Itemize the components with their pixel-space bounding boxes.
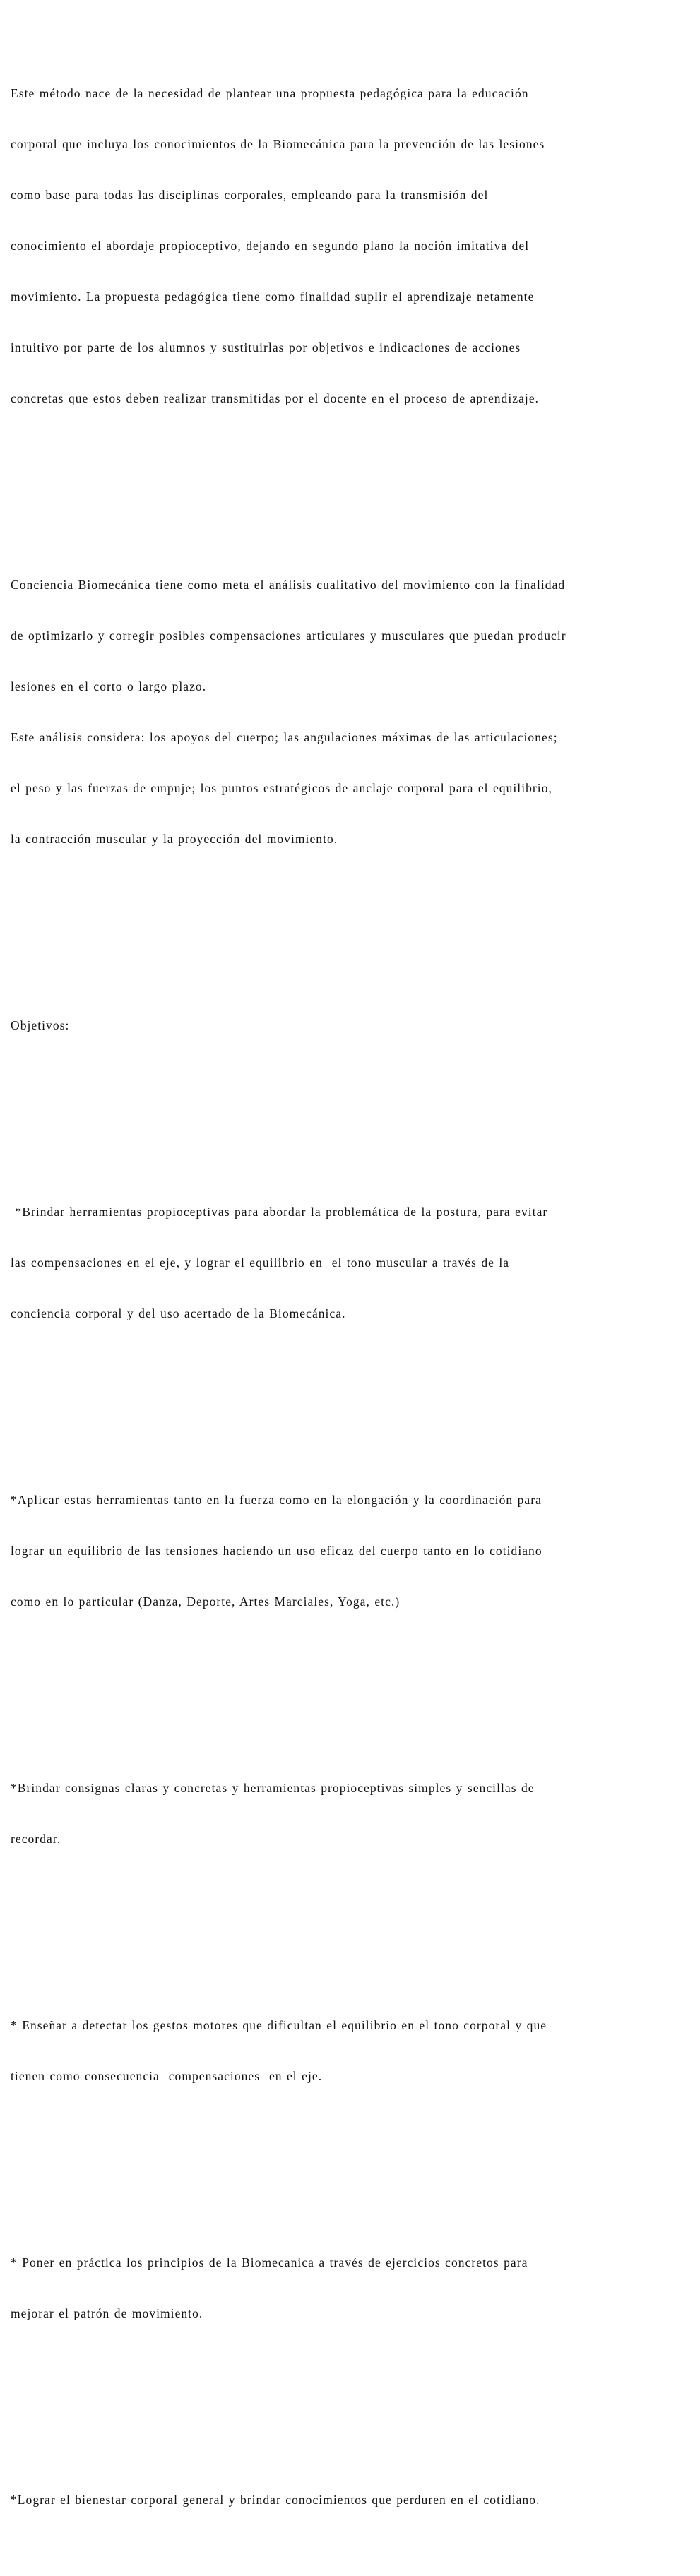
text-line: Objetivos:	[11, 1018, 70, 1032]
paragraph-gap	[11, 2152, 700, 2169]
objectives-heading	[11, 983, 700, 1068]
text-line: recordar.	[11, 1832, 61, 1846]
text-line: el peso y las fuerzas de empuje; los puntos estratégicos de anclaje corporal para el equilibrio,	[11, 781, 552, 795]
text-line: Este análisis considera: los apoyos del cuerpo; las angulaciones máximas de las articulaciones;	[11, 730, 558, 744]
objective-item	[11, 2220, 700, 2356]
paragraph-gap	[11, 1915, 700, 1932]
text-line: tienen como consecuencia compensaciones en el eje.	[11, 2069, 323, 2083]
paragraph-gap	[11, 1678, 700, 1695]
paragraph-gap	[11, 2390, 700, 2407]
text-line: *Brindar herramientas propioceptivas para abordar la problemática de la postura, para evitar	[11, 1205, 548, 1219]
text-line: *Aplicar estas herramientas tanto en la fuerza como en la elongación y la coordinación para	[11, 1493, 542, 1507]
text-line: como base para todas las disciplinas corporales, empleando para la transmisión del	[11, 188, 489, 202]
text-line: mejorar el patrón de movimiento.	[11, 2306, 203, 2320]
paragraph-gap	[11, 1102, 700, 1119]
paragraph-gap	[11, 475, 700, 491]
paragraph-gap	[11, 1390, 700, 1407]
objective-item	[11, 1169, 700, 1356]
text-line: intuitivo por parte de los alumnos y sustituirlas por objetivos e indicaciones de acciones	[11, 340, 521, 354]
text-line: concretas que estos deben realizar transmitidas por el docente en el proceso de aprendizaje.	[11, 391, 540, 405]
text-line: Conciencia Biomecánica tiene como meta el análisis cualitativo del movimiento con la finalidad	[11, 578, 566, 592]
text-line: Este método nace de la necesidad de plantear una propuesta pedagógica para la educación	[11, 86, 529, 100]
text-line: de optimizarlo y corregir posibles compensaciones articulares y musculares que puedan producir	[11, 628, 566, 643]
text-line: como en lo particular (Danza, Deporte, Artes Marciales, Yoga, etc.)	[11, 1594, 401, 1609]
text-line: corporal que incluya los conocimientos de la Biomecánica para la prevención de las lesiones	[11, 137, 545, 151]
text-line: la contracción muscular y la proyección del movimiento.	[11, 832, 338, 846]
text-line: * Enseñar a detectar los gestos motores que dificultan el equilibrio en el tono corporal y que	[11, 2018, 547, 2032]
objective-item	[11, 2457, 700, 2542]
objective-item	[11, 1746, 700, 1881]
objective-item	[11, 1457, 700, 1644]
text-line: * Poner en práctica los principios de la Biomecanica a través de ejercicios concretos para	[11, 2255, 528, 2270]
text-line: las compensaciones en el eje, y lograr el equilibrio en el tono muscular a través de la	[11, 1256, 510, 1270]
paragraph-gap	[11, 915, 700, 932]
text-line: *Brindar consignas claras y concretas y herramientas propioceptivas simples y sencillas de	[11, 1781, 535, 1795]
text-line: movimiento. La propuesta pedagógica tiene como finalidad suplir el aprendizaje netamente	[11, 290, 535, 304]
text-line: conciencia corporal y del uso acertado de la Biomecánica.	[11, 1306, 346, 1320]
text-line: lograr un equilibrio de las tensiones haciendo un uso eficaz del cuerpo tanto en lo cotidiano	[11, 1544, 542, 1558]
paragraph-conciencia	[11, 542, 700, 881]
paragraph-intro	[11, 51, 700, 441]
objective-item	[11, 1983, 700, 2118]
text-line: lesiones en el corto o largo plazo.	[11, 679, 207, 693]
text-line: *Lograr el bienestar corporal general y brindar conocimientos que perduren en el cotidiano.	[11, 2493, 540, 2507]
text-line: conocimiento el abordaje propioceptivo, dejando en segundo plano la noción imitativa del	[11, 239, 530, 253]
